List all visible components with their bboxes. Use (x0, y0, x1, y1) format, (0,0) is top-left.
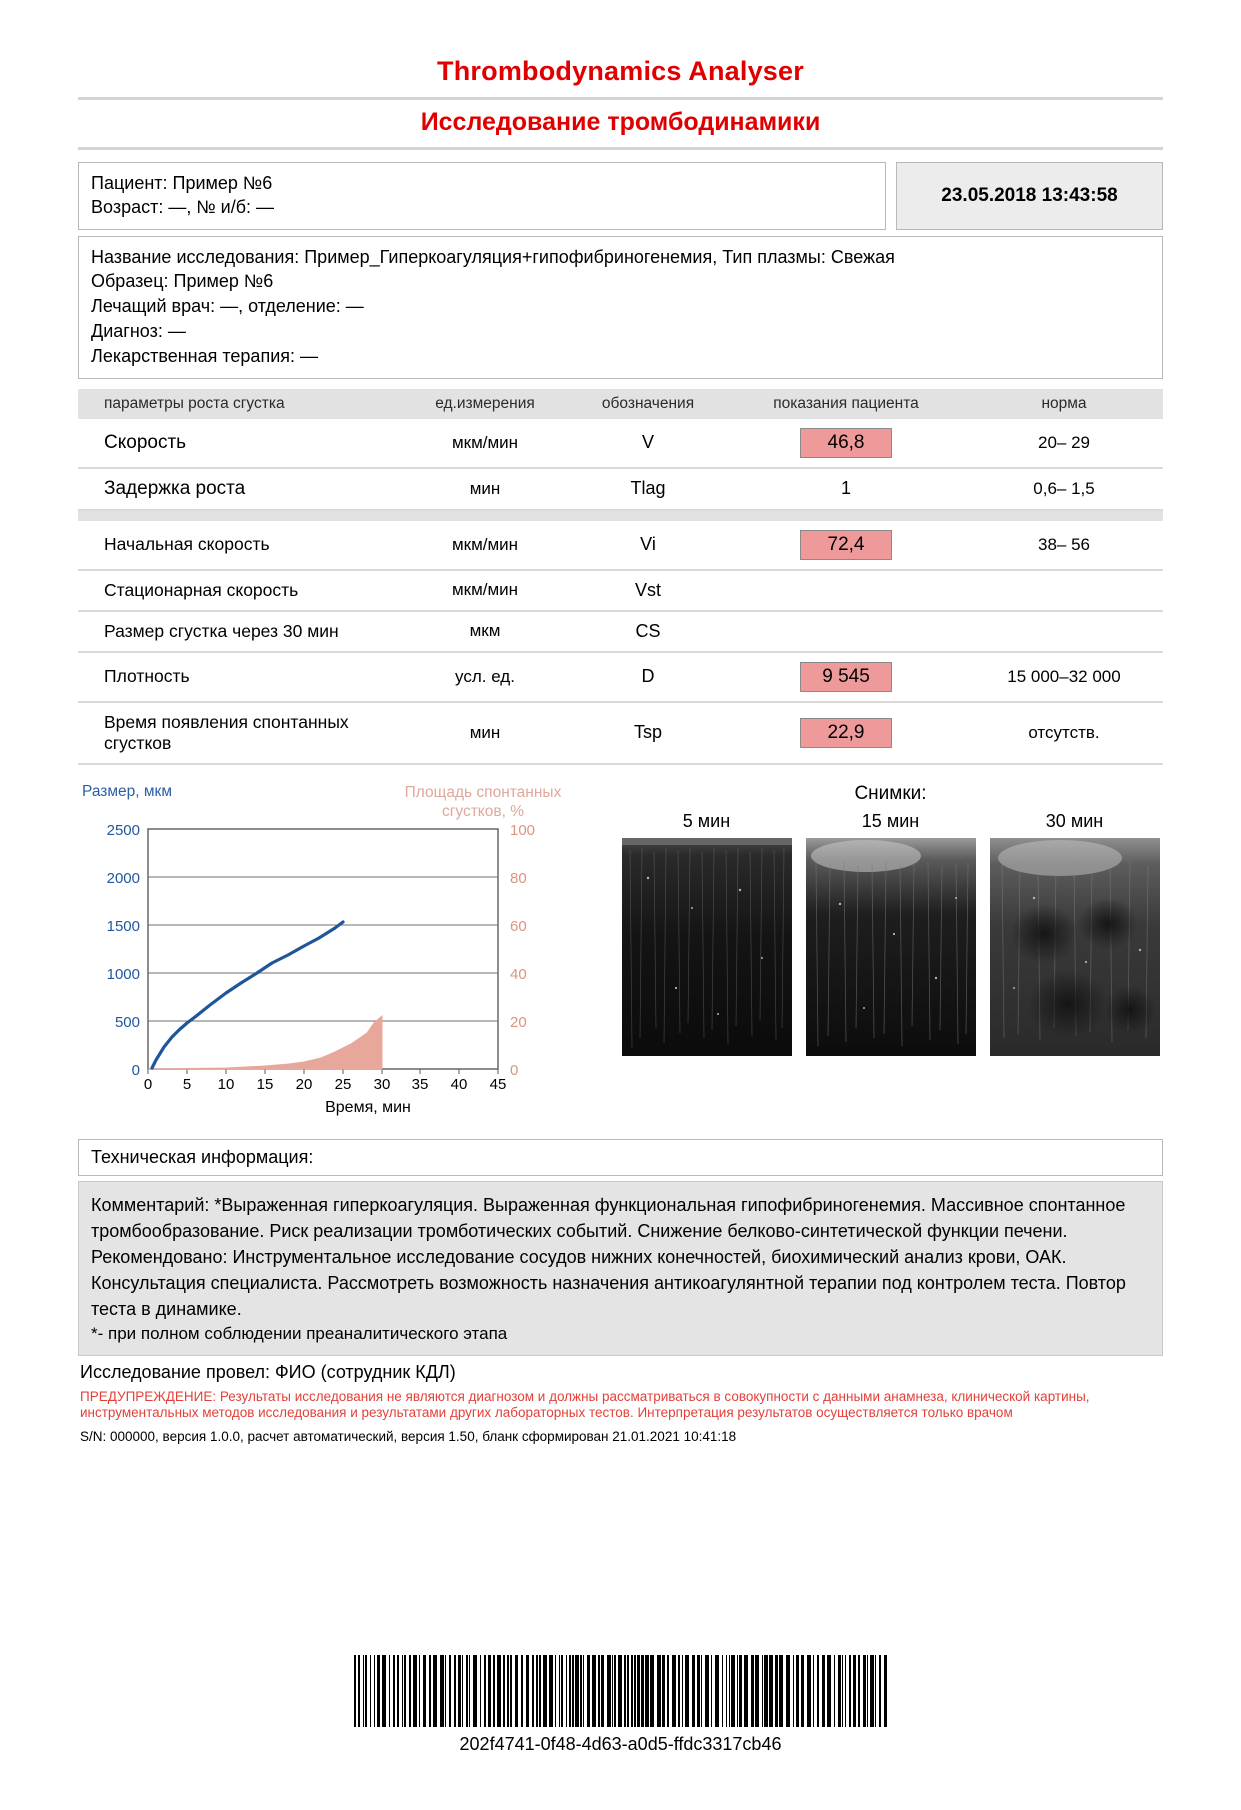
param-norm: отсутств. (965, 702, 1163, 764)
param-norm: 38– 56 (965, 521, 1163, 570)
chart-and-snapshots (78, 783, 1163, 1117)
col-header-unit: ед.измерения (401, 389, 569, 419)
param-value (727, 570, 965, 611)
snapshot-image-5min (622, 838, 792, 1056)
snapshot-image-30min (990, 838, 1160, 1056)
param-symbol: CS (569, 611, 727, 652)
svg-text:80: 80 (510, 869, 527, 887)
param-symbol: Tlag (569, 468, 727, 510)
param-unit: мкм (401, 611, 569, 652)
param-name: Задержка роста (78, 468, 401, 510)
page-title-main: Thrombodynamics Analyser (437, 56, 804, 86)
chart-svg (78, 807, 578, 1097)
table-row (78, 570, 1163, 611)
param-norm: 15 000–32 000 (965, 652, 1163, 702)
study-info-box (78, 236, 1163, 379)
svg-text:35: 35 (411, 1075, 429, 1093)
param-name: Скорость (78, 419, 401, 468)
divider-second (78, 147, 1163, 150)
sample-name: Образец: Пример №6 (91, 271, 274, 292)
table-row (78, 652, 1163, 702)
param-symbol: D (569, 652, 727, 702)
table-row (78, 611, 1163, 652)
parameters-table (78, 389, 1163, 765)
snapshot-item (990, 811, 1160, 1056)
svg-text:5: 5 (182, 1075, 192, 1093)
table-row (78, 468, 1163, 510)
drug-therapy: Лекарственная терапия: — (91, 345, 318, 366)
page-title-sub: Исследование тромбодинамики (420, 108, 821, 136)
patient-header (78, 162, 1163, 230)
diagnosis: Диагноз: — (91, 321, 186, 342)
chart-ylabel-right: Площадь спонтанных сгустков, % (404, 783, 562, 821)
svg-text:1500: 1500 (106, 917, 140, 935)
warning-text: ПРЕДУПРЕЖДЕНИЕ: Результаты исследования не являются диагнозом и должны рассматриваться в совокупности с данными анамнеза, клинической картины, инструментальных методов исследования и результатами других лабораторных тестов. Интерпретация результатов осуществляется только врачом (80, 1388, 1090, 1420)
param-norm (965, 611, 1163, 652)
param-unit: усл. ед. (401, 652, 569, 702)
svg-text:20: 20 (510, 1013, 527, 1031)
svg-text:0: 0 (131, 1061, 140, 1079)
table-row (78, 419, 1163, 468)
svg-text:30: 30 (373, 1075, 391, 1093)
serial-version-line: S/N: 000000, версия 1.0.0, расчет автоматический, версия 1.50, бланк сформирован 21.01.2021 10:41:18 (80, 1428, 737, 1444)
param-name: Начальная скорость (78, 521, 401, 570)
patient-name: Пациент: Пример №6 (91, 173, 273, 193)
table-section-spacer (78, 510, 1163, 521)
svg-text:60: 60 (510, 917, 527, 935)
snapshots-panel (618, 783, 1163, 1117)
study-name: Название исследования: Пример_Гиперкоагуляция+гипофибриногенемия, Тип плазмы: Свежая (91, 246, 895, 267)
svg-text:20: 20 (295, 1075, 313, 1093)
report-datetime: 23.05.2018 13:43:58 (896, 162, 1163, 230)
technical-info-title: Техническая информация: (78, 1139, 1163, 1176)
svg-text:25: 25 (334, 1075, 352, 1093)
svg-text:2000: 2000 (106, 869, 140, 887)
table-row (78, 702, 1163, 764)
snapshot-caption: 30 мин (1045, 810, 1104, 831)
comment-box (78, 1181, 1163, 1356)
svg-text:45: 45 (489, 1075, 507, 1093)
barcode-area (0, 1646, 1241, 1755)
param-name: Время появления спонтанных сгустков (78, 702, 401, 764)
param-symbol: V (569, 419, 727, 468)
col-header-symbol: обозначения (569, 389, 727, 419)
svg-text:0: 0 (143, 1075, 153, 1093)
table-row (78, 521, 1163, 570)
param-value (727, 652, 965, 702)
param-name: Размер сгустка через 30 мин (78, 611, 401, 652)
patient-info-box (78, 162, 886, 230)
snapshot-caption: 15 мин (861, 810, 920, 831)
param-value (727, 611, 965, 652)
param-value (727, 702, 965, 764)
comment-note: *- при полном соблюдении преаналитического этапа (91, 1324, 508, 1344)
snapshot-caption: 5 мин (682, 810, 731, 831)
col-header-parameter: параметры роста сгустка (78, 389, 401, 419)
patient-age: Возраст: —, № и/б: — (91, 197, 275, 218)
snapshot-image-15min (806, 838, 976, 1056)
report-page (0, 56, 1241, 1810)
col-header-patient: показания пациента (727, 389, 965, 419)
snapshot-item (806, 811, 976, 1056)
svg-text:1000: 1000 (106, 965, 140, 983)
value-highlight: 22,9 (800, 718, 892, 748)
param-name: Стационарная скорость (78, 570, 401, 611)
comment-text: Комментарий: *Выраженная гиперкоагуляция. Выраженная функциональная гипофибриногенемия. Массивное спонтанное тромбообразование. Риск реализации тромботических событий. Снижение белково-синтетической функции печени. Рекомендовано: Инструментальное исследование сосудов нижних конечностей, биохимический анализ крови, ОАК. Консультация специалиста. Рассмотреть возможность назначения антикоагулянтной терапии под контролем теста. Повтор теста в динамике. (91, 1194, 1126, 1320)
snapshots-title: Снимки: (854, 782, 927, 804)
growth-chart (78, 783, 598, 1117)
param-value (727, 521, 965, 570)
doctor-department: Лечащий врач: —, отделение: — (91, 296, 364, 317)
svg-text:10: 10 (217, 1075, 235, 1093)
col-header-norm: норма (965, 389, 1163, 419)
param-symbol: Tsp (569, 702, 727, 764)
svg-text:40: 40 (510, 965, 527, 983)
chart-xlabel: Время, мин (325, 1098, 411, 1116)
performed-by: Исследование провел: ФИО (сотрудник КДЛ) (80, 1361, 456, 1382)
value-highlight: 46,8 (800, 428, 892, 458)
param-norm: 20– 29 (965, 419, 1163, 468)
svg-text:0: 0 (510, 1061, 519, 1079)
svg-text:2500: 2500 (106, 821, 140, 839)
param-unit: мкм/мин (401, 521, 569, 570)
svg-text:15: 15 (256, 1075, 274, 1093)
svg-text:500: 500 (114, 1013, 140, 1031)
snapshot-item (622, 811, 792, 1056)
param-name: Плотность (78, 652, 401, 702)
param-value (727, 419, 965, 468)
svg-text:40: 40 (450, 1075, 468, 1093)
param-symbol: Vst (569, 570, 727, 611)
barcode-image (354, 1655, 888, 1727)
value-highlight: 9 545 (800, 662, 892, 692)
chart-ylabel-left: Размер, мкм (82, 782, 172, 800)
divider-top (78, 97, 1163, 100)
param-value: 1 (727, 468, 965, 510)
snapshots-row (618, 811, 1163, 1056)
param-unit: мин (401, 468, 569, 510)
barcode-text: 202f4741-0f48-4d63-a0d5-ffdc3317cb46 (459, 1734, 782, 1754)
param-norm: 0,6– 1,5 (965, 468, 1163, 510)
param-norm (965, 570, 1163, 611)
param-unit: мкм/мин (401, 419, 569, 468)
table-header-row (78, 389, 1163, 419)
param-unit: мин (401, 702, 569, 764)
param-symbol: Vi (569, 521, 727, 570)
svg-text:100: 100 (510, 821, 536, 839)
value-highlight: 72,4 (800, 530, 892, 560)
param-unit: мкм/мин (401, 570, 569, 611)
